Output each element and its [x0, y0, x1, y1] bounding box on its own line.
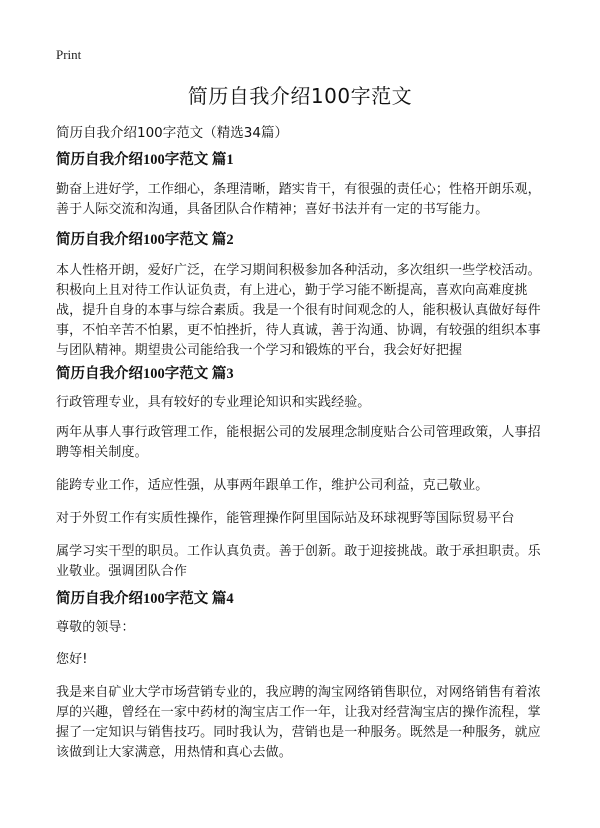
section-paragraph: 我是来自矿业大学市场营销专业的，我应聘的淘宝网络销售职位，对网络销售有着浓厚的兴趣，曾经在一家中药材的淘宝店工作一年，让我对经营淘宝店的操作流程，掌握了一定知识与销售技巧。同时我认为，营销也是一种服务。既然是一种服务，就应该做到让大家满意，用热情和真心去做。 — [56, 685, 541, 760]
section-paragraph: 您好! — [56, 652, 88, 667]
document-subtitle: 简历自我介绍100字范文（精选34篇） — [56, 125, 288, 141]
section-3 — [56, 365, 552, 582]
section-heading: 简历自我介绍100字范文 篇3 — [56, 366, 234, 382]
document-title: 简历自我介绍100字范文 — [187, 84, 413, 108]
section-paragraph: 对于外贸工作有实质性操作，能管理操作阿里国际站及环球视野等国际贸易平台 — [56, 511, 515, 526]
section-paragraph: 能跨专业工作，适应性强，从事两年跟单工作，维护公司利益，克己敬业。 — [56, 478, 489, 493]
section-paragraph: 行政管理专业，具有较好的专业理论知识和实践经验。 — [56, 395, 371, 410]
section-heading: 简历自我介绍100字范文 篇1 — [56, 152, 234, 168]
section-heading: 简历自我介绍100字范文 篇2 — [56, 232, 234, 248]
section-2 — [56, 231, 552, 361]
section-4 — [56, 590, 552, 763]
section-paragraph: 勤奋上进好学，工作细心，条理清晰，踏实肯干，有很强的责任心；性格开朗乐观，善于人际交流和沟通，具备团队合作精神；喜好书法并有一定的书写能力。 — [56, 182, 541, 217]
section-heading: 简历自我介绍100字范文 篇4 — [56, 591, 234, 607]
section-paragraph: 两年从事人事行政管理工作，能根据公司的发展理念制度贴合公司管理政策，人事招聘等相关制度。 — [56, 425, 541, 460]
section-paragraph: 属学习实干型的职员。工作认真负责。善于创新。敢于迎接挑战。敢于承担职责。乐业敬业。强调团队合作 — [56, 544, 541, 579]
print-link[interactable]: Print — [56, 47, 82, 62]
section-1 — [56, 151, 552, 220]
section-paragraph: 尊敬的领导： — [56, 620, 135, 635]
section-paragraph: 本人性格开朗，爱好广泛，在学习期间积极参加各种活动，多次组织一些学校活动。积极向上且对待工作认证负责，有上进心，勤于学习能不断提高，喜欢向高难度挑战，提升自身的本事与综合素质。我是一个很有时间观念的人，能积极认真做好每件事，不怕辛苦不怕累，更不怕挫折，待人真诚，善于沟通、协调，有较强的组织本事与团队精神。期望贵公司能给我一个学习和锻炼的平台，我会好好把握 — [56, 263, 541, 358]
